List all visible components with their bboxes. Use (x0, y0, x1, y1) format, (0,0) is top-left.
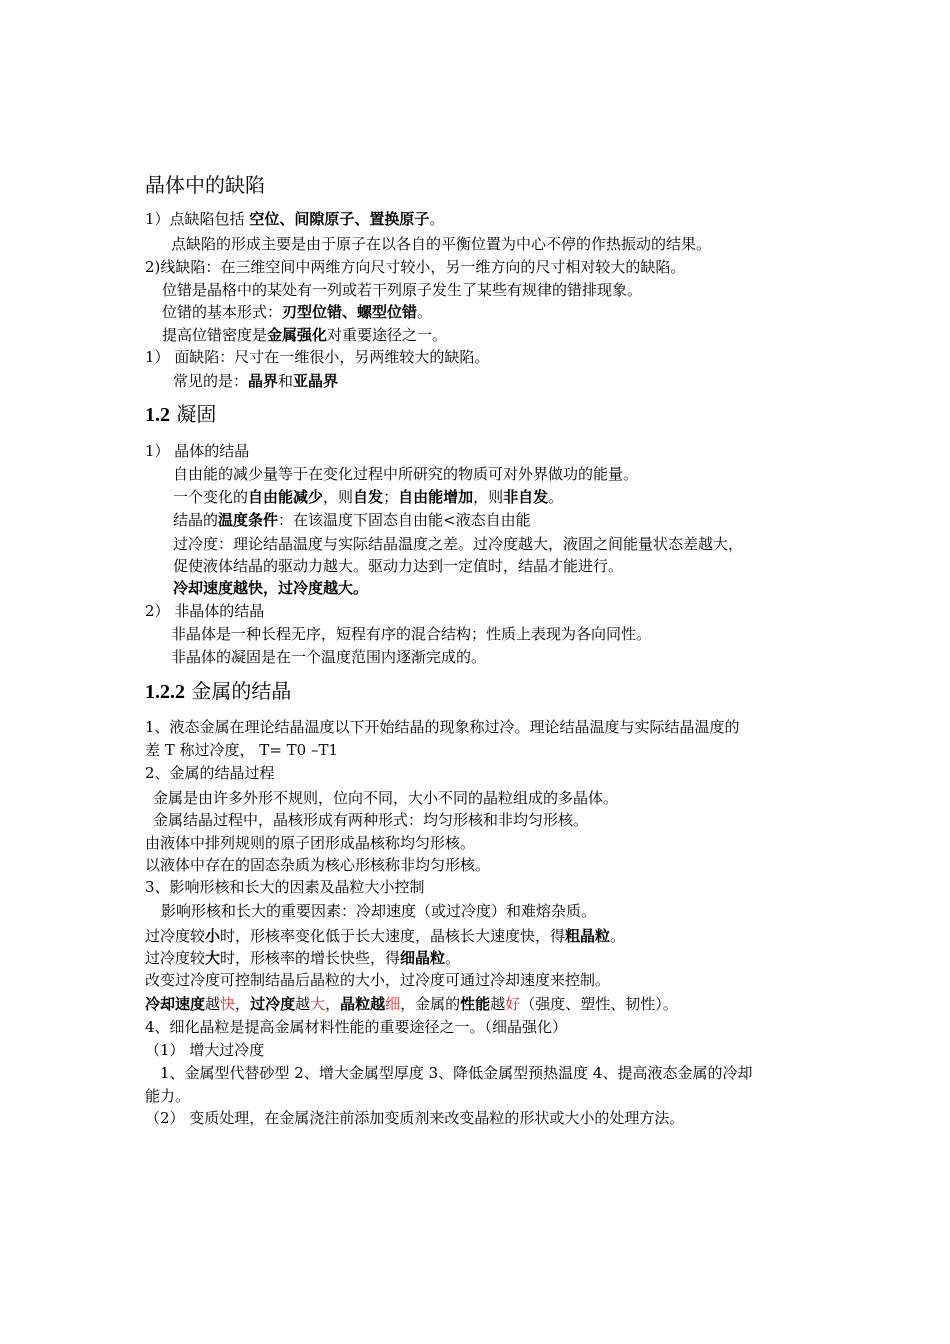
paragraph-crystal-crystallization: 1） 晶体的结晶 (145, 442, 250, 460)
paragraph-line-defects: 2)线缺陷：在三维空间中两维方向尺寸较小，另一维方向的尺寸相对较大的缺陷。 (145, 258, 686, 276)
paragraph-nucleation-forms: 金属结晶过程中，晶核形成有两种形式：均匀形核和非均匀形核。 (153, 811, 589, 829)
paragraph-supercooling-2: 差 T 称过冷度， T= T0 –T1 (145, 741, 339, 759)
paragraph-homogeneous: 由液体中排列规则的原子团形成晶核称均匀形核。 (145, 834, 476, 852)
paragraph-method-1-items: 1、金属型代替砂型 2、增大金属型厚度 3、降低金属型预热温度 4、提高液态金属的冷却 (160, 1064, 753, 1082)
paragraph-small-undercooling: 过冷度较小时，形核率变化低于长大速度，晶核长大速度快，得粗晶粒。 (145, 927, 626, 945)
paragraph-polycrystal: 金属是由许多外形不规则，位向不同，大小不同的晶粒组成的多晶体。 (153, 789, 619, 807)
paragraph-temperature-condition: 结晶的温度条件：在该温度下固态自由能<液态自由能 (173, 511, 531, 529)
paragraph-undercooling-1: 过冷度：理论结晶温度与实际结晶温度之差。过冷度越大，液固之间能量状态差越大， (173, 535, 744, 553)
section-title-defects: 晶体中的缺陷 (145, 173, 265, 197)
paragraph-dislocation-def: 位错是晶格中的某处有一列或若干列原子发生了某些有规律的错排现象。 (162, 281, 643, 299)
paragraph-cooling-rate: 冷却速度越快，过冷度越大。 (173, 579, 369, 597)
paragraph-method-1-items-cont: 能力。 (145, 1087, 191, 1105)
paragraph-large-undercooling: 过冷度较大时，形核率的增长快些，得细晶粒。 (145, 949, 461, 967)
paragraph-grain-control: 改变过冷度可控制结晶后晶粒的大小，过冷度可通过冷却速度来控制。 (145, 971, 611, 989)
paragraph-method-2: （2） 变质处理，在金属浇注前添加变质剂来改变晶粒的形状或大小的处理方法。 (145, 1109, 685, 1127)
paragraph-surface-defects: 1） 面缺陷：尺寸在一维很小，另两维较大的缺陷。 (145, 348, 490, 366)
paragraph-amorphous-structure: 非晶体是一种长程无序，短程有序的混合结构；性质上表现为各向同性。 (171, 625, 652, 643)
section-title-metal-crystallization: 1.2.2 金属的结晶 (145, 679, 292, 703)
paragraph-process-heading: 2、金属的结晶过程 (145, 764, 275, 782)
paragraph-amorphous-solidification: 非晶体的凝固是在一个温度范围内逐渐完成的。 (171, 648, 487, 666)
section-title-solidification: 1.2 凝固 (145, 402, 217, 426)
paragraph-factors: 影响形核和长大的重要因素：冷却速度（或过冷度）和难熔杂质。 (161, 902, 597, 920)
paragraph-free-energy: 自由能的减少量等于在变化过程中所研究的物质可对外界做功的能量。 (173, 465, 639, 483)
paragraph-spontaneity: 一个变化的自由能减少，则自发；自由能增加，则非自发。 (173, 488, 564, 506)
paragraph-undercooling-2: 促使液体结晶的驱动力越大。驱动力达到一定值时，结晶才能进行。 (173, 557, 624, 575)
paragraph-dislocation-forms: 位错的基本形式：刃型位错、螺型位错。 (162, 303, 433, 321)
paragraph-common-boundaries: 常见的是：晶界和亚晶界 (173, 372, 339, 390)
paragraph-method-1-heading: （1） 增大过冷度 (145, 1041, 265, 1059)
paragraph-factors-heading: 3、影响形核和长大的因素及晶粒大小控制 (145, 878, 425, 896)
paragraph-amorphous-crystallization: 2） 非晶体的结晶 (145, 602, 265, 620)
paragraph-heterogeneous: 以液体中存在的固态杂质为核心形核称非均匀形核。 (145, 856, 491, 874)
paragraph-point-defect-cause: 点缺陷的形成主要是由于原子在以各自的平衡位置为中心不停的作热振动的结果。 (171, 235, 712, 253)
paragraph-point-defects: 1）点缺陷包括 空位、间隙原子、置换原子。 (145, 210, 445, 228)
paragraph-dislocation-density: 提高位错密度是金属强化对重要途径之一。 (162, 326, 448, 344)
paragraph-supercooling-1: 1、液态金属在理论结晶温度以下开始结晶的现象称过冷。理论结晶温度与实际结晶温度的 (145, 718, 740, 736)
paragraph-grain-refinement: 4、细化晶粒是提高金属材料性能的重要途径之一。（细晶强化） (145, 1018, 568, 1036)
paragraph-summary-relation: 冷却速度越快，过冷度越大，晶粒越细，金属的性能越好（强度、塑性、韧性）。 (145, 995, 678, 1013)
